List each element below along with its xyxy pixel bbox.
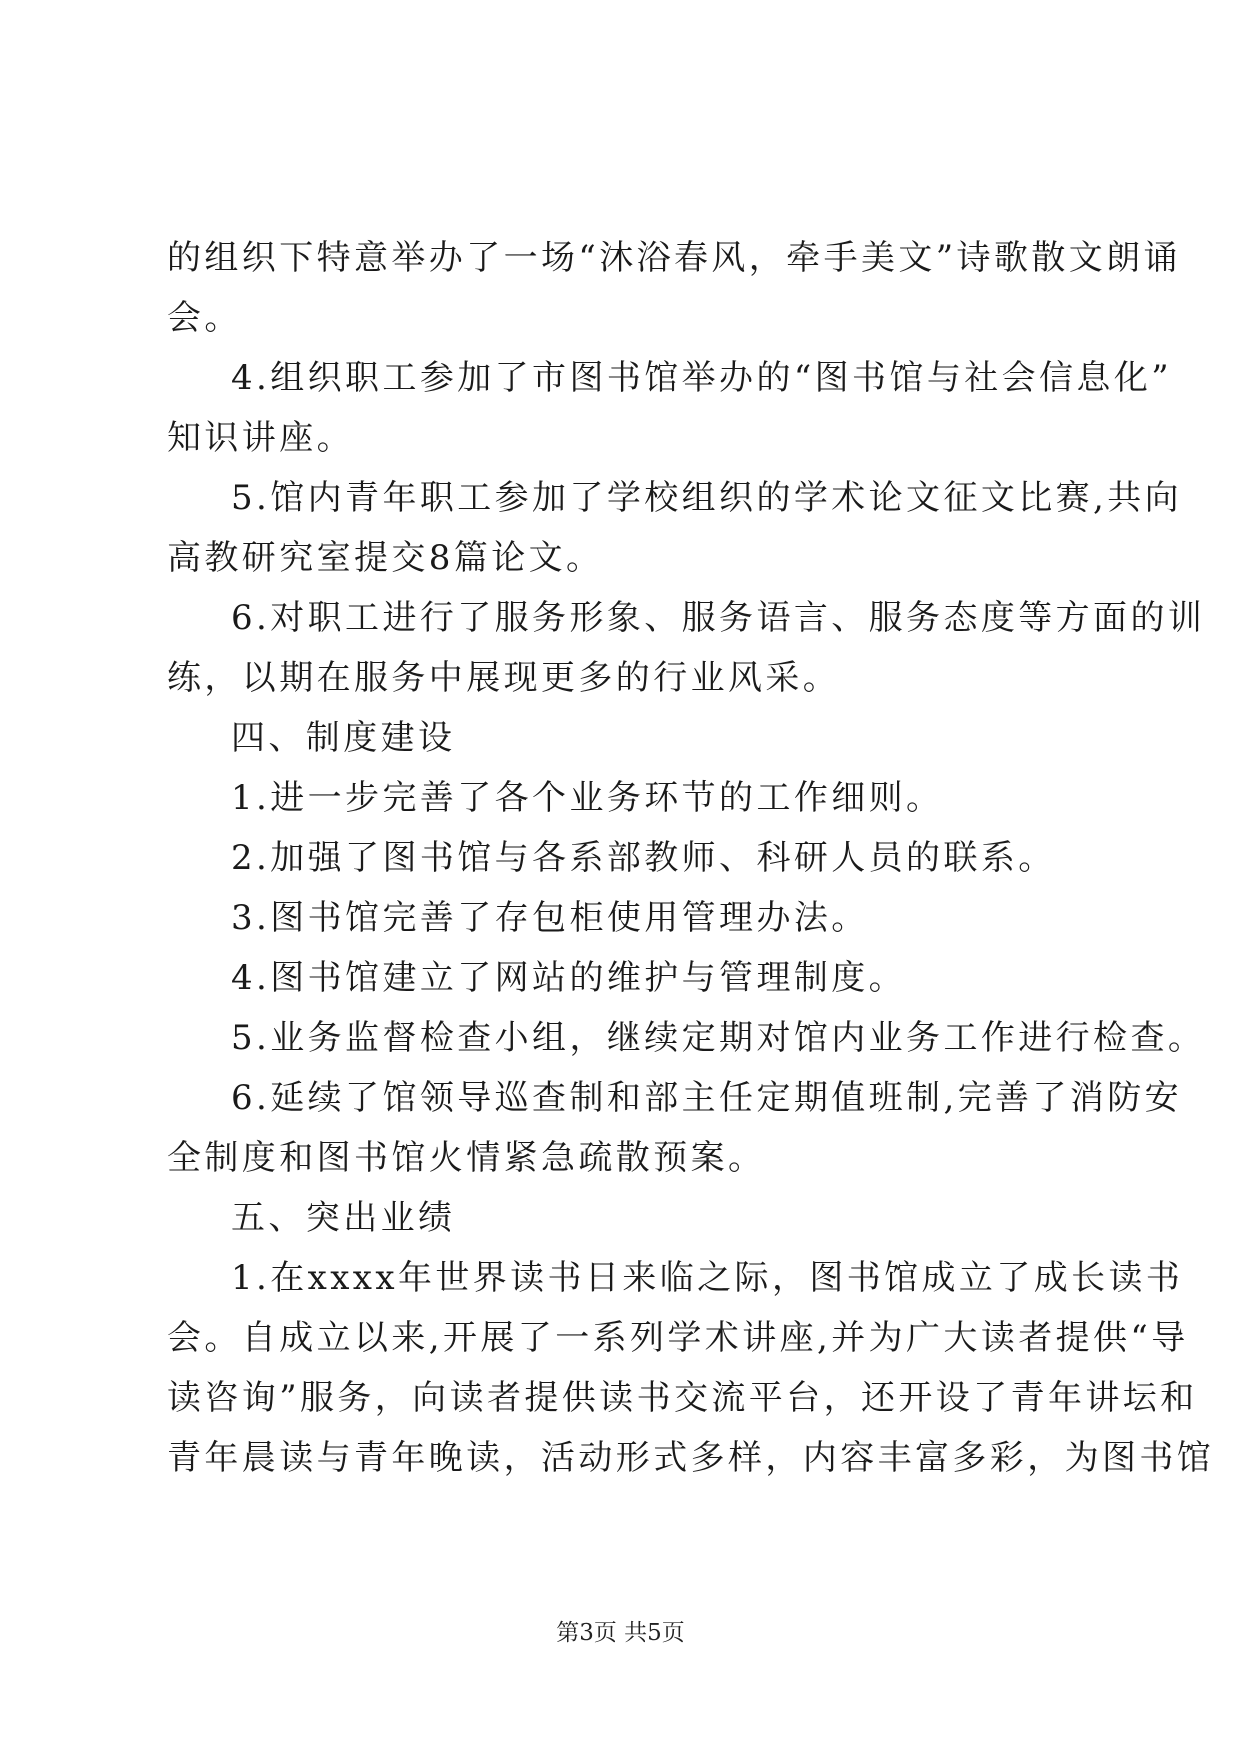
text-line: 四、制度建设 [231, 718, 456, 758]
text-line: 的组织下特意举办了一场“沐浴春风，牵手美文”诗歌散文朗诵 [167, 238, 1181, 278]
text-line: 全制度和图书馆火情紧急疏散预案。 [167, 1138, 766, 1178]
text-line: 1.进一步完善了各个业务环节的工作细则。 [231, 778, 944, 818]
text-line: 3.图书馆完善了存包柜使用管理办法。 [231, 898, 869, 938]
text-line: 会。 [167, 298, 242, 338]
text-line: 4.图书馆建立了网站的维护与管理制度。 [231, 958, 907, 998]
text-line: 6.延续了馆领导巡查制和部主任定期值班制,完善了消防安 [231, 1078, 1183, 1118]
text-line: 2.加强了图书馆与各系部教师、科研人员的联系。 [231, 838, 1056, 878]
text-line: 五、突出业绩 [231, 1198, 456, 1238]
text-line: 1.在xxxx年世界读书日来临之际，图书馆成立了成长读书 [231, 1258, 1184, 1298]
text-line: 4.组织职工参加了市图书馆举办的“图书馆与社会信息化” [231, 358, 1173, 398]
text-line: 5.馆内青年职工参加了学校组织的学术论文征文比赛,共向 [231, 478, 1183, 518]
text-line: 高教研究室提交8篇论文。 [167, 538, 604, 578]
text-line: 读咨询”服务，向读者提供读书交流平台，还开设了青年讲坛和 [167, 1378, 1198, 1418]
text-line: 练，以期在服务中展现更多的行业风采。 [167, 658, 841, 698]
text-line: 5.业务监督检查小组，继续定期对馆内业务工作进行检查。 [231, 1018, 1206, 1058]
page-footer: 第3页 共5页 [556, 1620, 685, 1646]
text-line: 会。自成立以来,开展了一系列学术讲座,并为广大读者提供“导 [167, 1318, 1189, 1358]
text-line: 6.对职工进行了服务形象、服务语言、服务态度等方面的训 [231, 598, 1206, 638]
text-line: 青年晨读与青年晚读，活动形式多样，内容丰富多彩，为图书馆 [167, 1438, 1215, 1478]
document-body [167, 228, 1215, 1488]
text-line: 知识讲座。 [167, 418, 354, 458]
